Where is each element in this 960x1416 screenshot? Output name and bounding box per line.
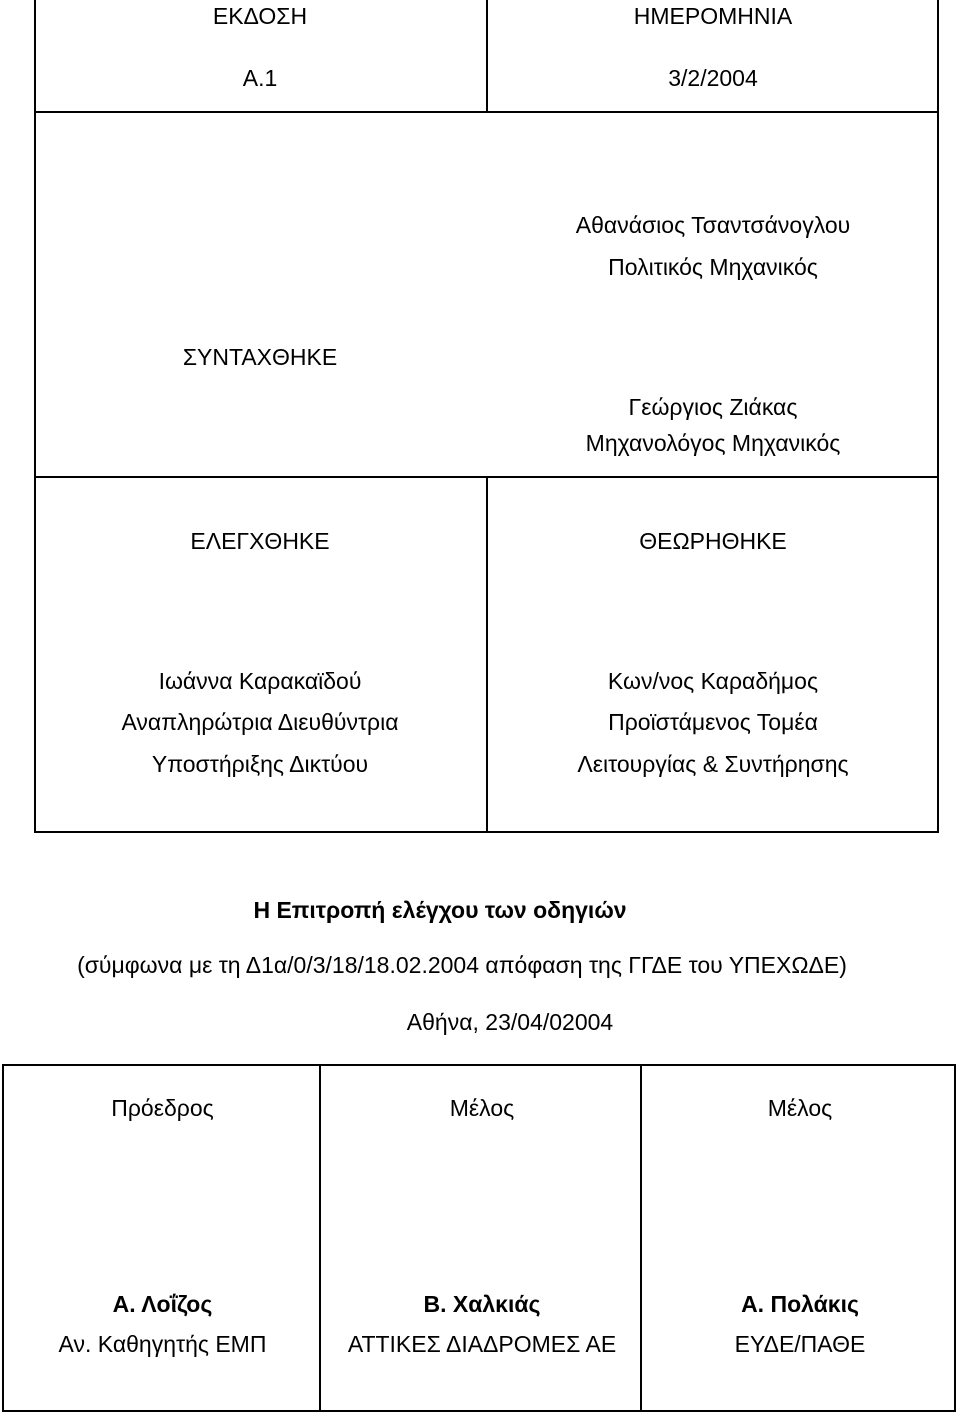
checked-name: Ιωάννα Καρακαϊδού <box>158 668 362 694</box>
signature-name-member2: Α. Πολάκις <box>741 1291 859 1317</box>
checked-title-line2: Υποστήριξης Δικτύου <box>151 751 369 777</box>
signature-affiliation-member2: ΕΥΔΕ/ΠΑΘΕ <box>734 1331 866 1357</box>
author2-name: Γεώργιος Ζιάκας <box>628 394 798 420</box>
signature-affiliation-member1: ΑΤΤΙΚΕΣ ΔΙΑΔΡΟΜΕΣ ΑΕ <box>347 1331 617 1357</box>
compiled-label: ΣΥΝΤΑΧΘΗΚΕ <box>182 344 338 370</box>
reviewed-title-line2: Λειτουργίας & Συντήρησης <box>577 751 849 777</box>
reviewed-label: ΘΕΩΡΗΘΗΚΕ <box>639 528 787 554</box>
signature-role-chair: Πρόεδρος <box>111 1095 214 1121</box>
author1-name: Αθανάσιος Τσαντσάνογλου <box>575 212 851 238</box>
signature-affiliation-chair: Αν. Καθηγητής ΕΜΠ <box>58 1331 267 1357</box>
edition-value: Α.1 <box>242 65 278 91</box>
signature-role-member2: Μέλος <box>767 1095 833 1121</box>
committee-decision: (σύμφωνα με τη Δ1α/0/3/18/18.02.2004 απόφαση της ΓΓΔΕ του ΥΠΕΧΩΔΕ) <box>77 952 847 978</box>
checked-label: ΕΛΕΓΧΘΗΚΕ <box>190 528 330 554</box>
signature-name-chair: Α. Λοΐζος <box>112 1291 213 1317</box>
committee-heading: Η Επιτροπή ελέγχου των οδηγιών <box>253 897 627 923</box>
reviewed-title-line1: Προϊστάμενος Τομέα <box>608 709 818 735</box>
date-value: 3/2/2004 <box>668 65 758 91</box>
reviewed-name: Κων/νος Καραδήμος <box>607 668 819 694</box>
checked-title-line1: Αναπληρώτρια Διευθύντρια <box>121 709 399 735</box>
signature-table <box>2 1064 956 1412</box>
author2-title: Μηχανολόγος Μηχανικός <box>585 430 841 456</box>
approval-table <box>34 0 939 833</box>
signature-name-member1: Β. Χαλκιάς <box>423 1291 541 1317</box>
date-label: ΗΜΕΡΟΜΗΝΙΑ <box>633 3 793 29</box>
edition-label: ΕΚΔΟΣΗ <box>212 3 308 29</box>
place-date: Αθήνα, 23/04/02004 <box>406 1009 614 1035</box>
author1-title: Πολιτικός Μηχανικός <box>608 254 818 280</box>
signature-role-member1: Μέλος <box>449 1095 515 1121</box>
